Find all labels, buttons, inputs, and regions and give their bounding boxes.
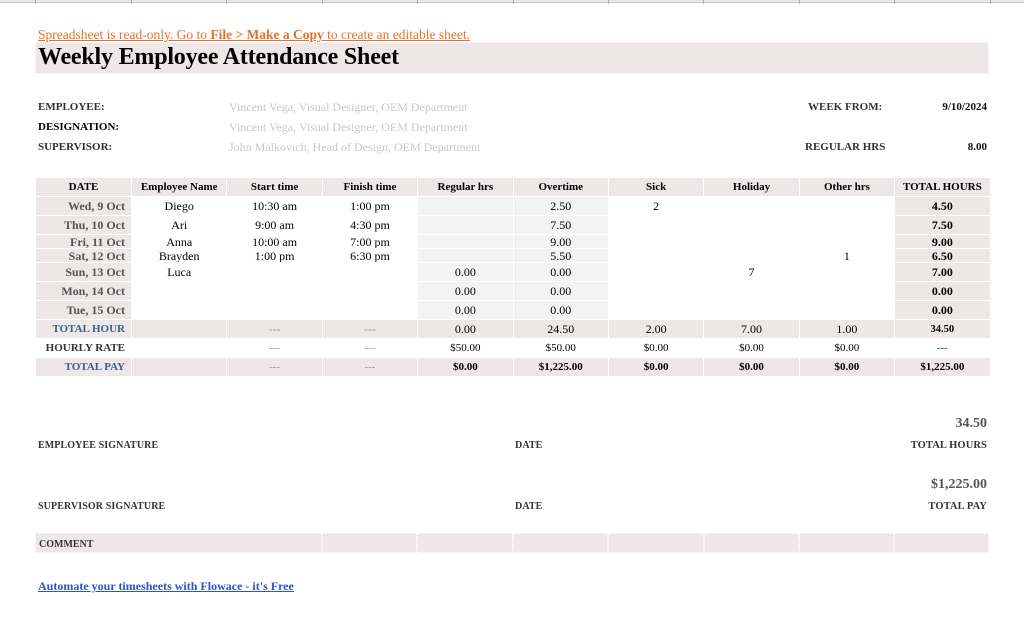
read-only-notice-link[interactable] (38, 27, 470, 43)
total-pay-holiday: $0.00 (704, 358, 799, 377)
row-sick[interactable]: 2 (608, 197, 703, 216)
attendance-table (35, 177, 991, 377)
total-pay-name (132, 358, 227, 377)
hourly-rate-regular[interactable]: $50.00 (418, 339, 513, 358)
row-finish-time[interactable]: 1:00 pm (322, 197, 417, 216)
total-hour-start: --- (227, 320, 322, 339)
row-date[interactable]: Thu, 10 Oct (36, 216, 132, 235)
spreadsheet-column-header-strip (0, 0, 1024, 3)
total-hour-label: TOTAL HOUR (36, 320, 132, 339)
row-overtime[interactable]: 5.50 (513, 249, 608, 263)
column-divider (131, 0, 132, 4)
table-row (36, 249, 991, 263)
row-employee-name[interactable]: Ari (132, 216, 227, 235)
comment-row (35, 533, 990, 553)
row-start-time[interactable]: 10:30 am (227, 197, 322, 216)
total-hour-finish: --- (322, 320, 417, 339)
row-total-hours[interactable]: 9.00 (895, 235, 990, 249)
employee-label: EMPLOYEE: (38, 101, 105, 113)
employee-signature-label: EMPLOYEE SIGNATURE (38, 440, 159, 451)
row-finish-time[interactable]: 7:00 pm (322, 235, 417, 249)
row-date[interactable]: Wed, 9 Oct (36, 197, 132, 216)
hourly-rate-label: HOURLY RATE (36, 339, 132, 358)
regular-hrs-value[interactable]: 8.00 (967, 141, 987, 153)
employee-value[interactable]: Vincent Vega, Visual Designer, OEM Department (229, 100, 468, 114)
comment-cell[interactable] (417, 533, 512, 553)
supervisor-signature-label: SUPERVISOR SIGNATURE (38, 501, 166, 512)
row-regular-hrs[interactable] (418, 249, 513, 263)
hourly-rate-overtime[interactable]: $50.00 (513, 339, 608, 358)
row-overtime[interactable]: 0.00 (513, 282, 608, 301)
hourly-rate-sick[interactable]: $0.00 (608, 339, 703, 358)
row-finish-time[interactable]: 4:30 pm (322, 216, 417, 235)
row-start-time[interactable] (227, 301, 322, 320)
comment-cell[interactable] (513, 533, 608, 553)
row-overtime[interactable]: 0.00 (513, 301, 608, 320)
comment-cell[interactable] (704, 533, 799, 553)
row-date[interactable]: Sat, 12 Oct (36, 249, 132, 263)
row-holiday[interactable] (704, 197, 799, 216)
row-other-hrs[interactable] (799, 263, 894, 282)
row-total-hours[interactable]: 7.50 (895, 216, 990, 235)
row-employee-name[interactable]: Diego (132, 197, 227, 216)
hourly-rate-name (132, 339, 227, 358)
row-date[interactable]: Mon, 14 Oct (36, 282, 132, 301)
row-regular-hrs[interactable] (418, 235, 513, 249)
table-row (36, 235, 991, 249)
employee-date-label: DATE (515, 440, 543, 451)
supervisor-label: SUPERVISOR: (38, 141, 113, 153)
row-other-hrs[interactable] (799, 216, 894, 235)
row-start-time[interactable]: 1:00 pm (227, 249, 322, 263)
row-sick[interactable] (608, 216, 703, 235)
header-total-hours: TOTAL HOURS (895, 178, 990, 197)
hourly-rate-start: --- (227, 339, 322, 358)
row-sick[interactable] (608, 249, 703, 263)
header-regular-hrs: Regular hrs (418, 178, 513, 197)
total-pay-total: $1,225.00 (895, 358, 990, 377)
row-employee-name[interactable]: Anna (132, 235, 227, 249)
row-overtime[interactable]: 7.50 (513, 216, 608, 235)
table-row (36, 301, 991, 320)
row-overtime[interactable]: 2.50 (513, 197, 608, 216)
comment-cell[interactable] (799, 533, 894, 553)
notice-suffix: to create an editable sheet. (323, 27, 470, 42)
summary-total-pay-value: $1,225.00 (931, 477, 987, 492)
total-pay-overtime: $1,225.00 (513, 358, 608, 377)
row-regular-hrs[interactable]: 0.00 (418, 282, 513, 301)
total-pay-sick: $0.00 (608, 358, 703, 377)
row-overtime[interactable]: 9.00 (513, 235, 608, 249)
row-holiday[interactable] (704, 282, 799, 301)
hourly-rate-holiday[interactable]: $0.00 (704, 339, 799, 358)
row-finish-time[interactable] (322, 282, 417, 301)
table-row (36, 263, 991, 282)
header-holiday: Holiday (704, 178, 799, 197)
hourly-rate-total: --- (895, 339, 990, 358)
row-employee-name[interactable]: Brayden (132, 249, 227, 263)
table-row (36, 282, 991, 301)
row-holiday[interactable] (704, 249, 799, 263)
column-divider (417, 0, 418, 4)
row-other-hrs[interactable] (799, 197, 894, 216)
column-divider (608, 0, 609, 4)
row-finish-time[interactable] (322, 263, 417, 282)
column-divider (226, 0, 227, 4)
week-from-label: WEEK FROM: (808, 101, 883, 113)
header-start-time: Start time (227, 178, 322, 197)
total-hour-holiday: 7.00 (704, 320, 799, 339)
row-finish-time[interactable] (322, 301, 417, 320)
row-regular-hrs[interactable]: 0.00 (418, 301, 513, 320)
table-row (36, 197, 991, 216)
supervisor-value[interactable]: John Malkovich, Head of Design, OEM Department (229, 140, 481, 154)
row-other-hrs[interactable] (799, 282, 894, 301)
row-start-time[interactable]: 9:00 am (227, 216, 322, 235)
table-header-row (36, 178, 991, 197)
column-divider (703, 0, 704, 4)
column-divider (35, 0, 36, 4)
row-employee-name[interactable]: Luca (132, 263, 227, 282)
row-total-hours[interactable]: 0.00 (895, 301, 990, 320)
row-employee-name[interactable] (132, 301, 227, 320)
row-total-hours[interactable]: 4.50 (895, 197, 990, 216)
row-sick[interactable] (608, 235, 703, 249)
row-overtime[interactable]: 0.00 (513, 263, 608, 282)
comment-label[interactable]: COMMENT (35, 533, 322, 553)
supervisor-date-label: DATE (515, 501, 543, 512)
row-total-hours[interactable]: 7.00 (895, 263, 990, 282)
row-date[interactable]: Fri, 11 Oct (36, 235, 132, 249)
row-other-hrs[interactable] (799, 235, 894, 249)
table-row (36, 216, 991, 235)
hourly-rate-other[interactable]: $0.00 (799, 339, 894, 358)
total-hour-sick: 2.00 (608, 320, 703, 339)
hourly-rate-finish: --- (322, 339, 417, 358)
row-sick[interactable] (608, 263, 703, 282)
header-overtime: Overtime (513, 178, 608, 197)
total-pay-start: --- (227, 358, 322, 377)
notice-action: File > Make a Copy (210, 27, 324, 42)
total-hour-total: 34.50 (895, 320, 990, 339)
row-total-hours[interactable]: 6.50 (895, 249, 990, 263)
row-regular-hrs[interactable]: 0.00 (418, 263, 513, 282)
designation-value[interactable]: Vincent Vega, Visual Designer, OEM Department (229, 120, 468, 134)
header-date: DATE (36, 178, 132, 197)
row-start-time[interactable]: 10:00 am (227, 235, 322, 249)
row-other-hrs[interactable] (799, 301, 894, 320)
hourly-rate-row (36, 339, 991, 358)
row-finish-time[interactable]: 6:30 pm (322, 249, 417, 263)
total-hour-name (132, 320, 227, 339)
column-divider (799, 0, 800, 4)
row-sick[interactable] (608, 282, 703, 301)
row-other-hrs[interactable]: 1 (799, 249, 894, 263)
notice-prefix: Spreadsheet is read-only. Go to (38, 27, 211, 42)
designation-label: DESIGNATION: (38, 121, 120, 133)
total-pay-label: TOTAL PAY (36, 358, 132, 377)
week-from-value[interactable]: 9/10/2024 (942, 101, 987, 113)
total-pay-regular: $0.00 (418, 358, 513, 377)
total-pay-other: $0.00 (799, 358, 894, 377)
row-date[interactable]: Tue, 15 Oct (36, 301, 132, 320)
summary-total-hours-label: TOTAL HOURS (910, 440, 987, 451)
row-regular-hrs[interactable] (418, 216, 513, 235)
total-hour-other: 1.00 (799, 320, 894, 339)
total-pay-finish: --- (322, 358, 417, 377)
header-finish-time: Finish time (322, 178, 417, 197)
column-divider (322, 0, 323, 4)
row-date[interactable]: Sun, 13 Oct (36, 263, 132, 282)
summary-total-hours-value: 34.50 (955, 416, 987, 431)
total-hour-regular: 0.00 (418, 320, 513, 339)
flowace-promo-link[interactable]: Automate your timesheets with Flowace - it's Free (38, 579, 294, 593)
row-holiday[interactable] (704, 216, 799, 235)
total-hour-overtime: 24.50 (513, 320, 608, 339)
comment-cell[interactable] (608, 533, 703, 553)
row-total-hours[interactable]: 0.00 (895, 282, 990, 301)
row-start-time[interactable] (227, 263, 322, 282)
row-regular-hrs[interactable] (418, 197, 513, 216)
header-sick: Sick (608, 178, 703, 197)
row-holiday[interactable]: 7 (704, 263, 799, 282)
column-divider (990, 0, 991, 4)
header-other-hrs: Other hrs (799, 178, 894, 197)
comment-cell[interactable] (894, 533, 989, 553)
column-divider (513, 0, 514, 4)
row-start-time[interactable] (227, 282, 322, 301)
comment-cell[interactable] (322, 533, 417, 553)
total-pay-row (36, 358, 991, 377)
regular-hrs-label: REGULAR HRS (805, 141, 886, 153)
row-holiday[interactable] (704, 235, 799, 249)
summary-total-pay-label: TOTAL PAY (928, 501, 987, 512)
header-employee-name: Employee Name (132, 178, 227, 197)
row-sick[interactable] (608, 301, 703, 320)
column-divider (894, 0, 895, 4)
row-holiday[interactable] (704, 301, 799, 320)
total-hour-row (36, 320, 991, 339)
sheet-title: Weekly Employee Attendance Sheet (38, 44, 399, 70)
row-employee-name[interactable] (132, 282, 227, 301)
